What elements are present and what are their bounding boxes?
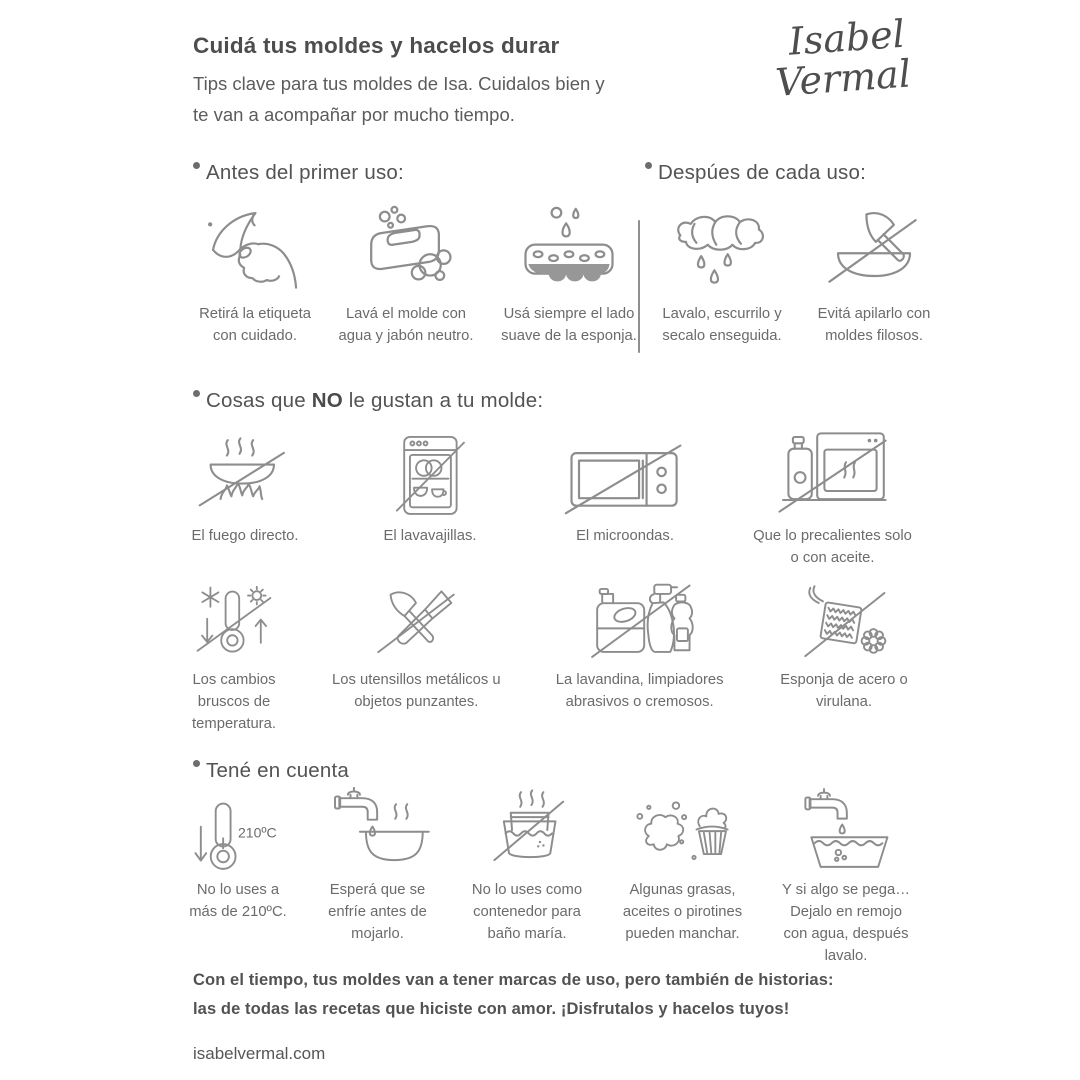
icon-box — [189, 432, 301, 518]
caption-line: Esponja de acero o — [780, 672, 908, 688]
tip-card — [180, 432, 310, 569]
caption-line: El lavavajillas. — [383, 528, 477, 544]
caption-line: baño maría. — [487, 926, 567, 942]
stains-warning-icon — [624, 795, 741, 873]
tip-card — [493, 198, 645, 347]
section-heading-dislikes — [193, 389, 543, 413]
caption-line: moldes filosos. — [825, 328, 923, 344]
caption-line: aceites o pirotines — [622, 904, 743, 920]
closing-message — [193, 966, 923, 1024]
caption-line: Lavá el molde con — [345, 306, 467, 322]
tip-card — [653, 198, 791, 347]
tip-caption — [192, 669, 276, 735]
tip-card — [459, 795, 595, 967]
caption-line: Dejalo en remojo — [790, 904, 902, 920]
caption-line: secalo enseguida. — [662, 328, 782, 344]
peel-label-icon — [196, 201, 314, 294]
icon-box — [791, 795, 901, 873]
wrung-cloth-icon — [665, 204, 779, 294]
tip-caption — [192, 525, 299, 547]
dislikes-row-2 — [180, 582, 920, 735]
tip-card — [545, 582, 735, 735]
icon-box — [511, 198, 627, 294]
no-microwave-icon — [564, 438, 686, 518]
max-temp-210-icon — [180, 797, 296, 873]
tip-card — [180, 795, 296, 967]
section-heading-text: Despúes de cada uso: — [658, 161, 866, 184]
subtitle-line: Tips clave para tus moldes de Isa. Cuidalos bien y — [193, 73, 605, 94]
brand-logo — [738, 8, 923, 113]
tip-card — [613, 795, 753, 967]
caption-line: lavalo. — [824, 948, 868, 964]
icon-box — [192, 582, 276, 662]
cool-before-wetting-icon — [322, 787, 434, 873]
section-heading-keep-in-mind — [193, 759, 349, 783]
keep-in-mind-row — [180, 795, 922, 967]
section-heading-text: Tené en cuenta — [206, 759, 349, 782]
tip-caption — [199, 303, 311, 347]
caption-line: agua y jabón neutro. — [338, 328, 474, 344]
no-metal-utensils-icon — [364, 584, 468, 662]
section-heading-before-first-use — [193, 161, 404, 185]
caption-line: o con aceite. — [790, 550, 875, 566]
dislikes-row-1 — [180, 432, 920, 569]
caption-line: Y si algo se pega… — [781, 882, 911, 898]
icon-box — [196, 198, 314, 294]
caption-line: bruscos de — [197, 694, 271, 710]
caption-line: abrasivos o cremosos. — [565, 694, 714, 710]
bullet-icon — [645, 162, 652, 169]
caption-line: La lavandina, limpiadores — [555, 672, 724, 688]
no-empty-preheat-icon — [774, 428, 891, 518]
caption-line: pueden manchar. — [625, 926, 740, 942]
caption-line: No lo uses a — [196, 882, 280, 898]
closing-line: Con el tiempo, tus moldes van a tener marcas de uso, pero también de historias: — [193, 971, 834, 989]
subtitle-line: te van a acompañar por mucho tiempo. — [193, 104, 515, 125]
icon-box — [817, 198, 931, 294]
no-dishwasher-icon — [389, 432, 471, 518]
website-url: isabelvermal.com — [193, 1044, 326, 1063]
caption-line: objetos punzantes. — [354, 694, 479, 710]
tip-card — [191, 198, 319, 347]
tip-caption — [339, 303, 474, 347]
no-steel-wool-icon — [789, 582, 899, 662]
caption-line: Usá siempre el lado — [503, 306, 635, 322]
no-sharp-molds-icon — [817, 204, 931, 294]
after-each-use-row — [653, 198, 943, 347]
tip-card — [768, 582, 920, 735]
caption-line: virulana. — [816, 694, 872, 710]
bullet-icon — [193, 760, 200, 767]
caption-line: con cuidado. — [213, 328, 297, 344]
tip-caption — [623, 879, 742, 945]
tip-caption — [384, 525, 477, 547]
caption-line: Evitá apilarlo con — [817, 306, 931, 322]
tip-card — [745, 432, 920, 569]
caption-line: contenedor para — [473, 904, 581, 920]
no-bain-marie-icon — [476, 787, 579, 873]
caption-line: mojarlo. — [351, 926, 404, 942]
tip-caption — [501, 303, 637, 347]
icon-box — [180, 795, 296, 873]
isabel-vermal-logo-icon — [738, 8, 923, 108]
section-heading-bold: NO — [311, 389, 343, 412]
tip-caption — [780, 669, 908, 713]
before-first-use-row — [191, 198, 645, 347]
icon-box — [389, 432, 471, 518]
tip-caption — [662, 303, 781, 347]
icon-box — [564, 432, 686, 518]
header — [193, 33, 753, 130]
section-heading-text: Cosas que — [206, 389, 312, 412]
no-direct-fire-icon — [189, 432, 301, 518]
soap-bar-icon — [348, 202, 464, 294]
soft-sponge-icon — [511, 202, 627, 294]
caption-line: El microondas. — [576, 528, 674, 544]
icon-box — [774, 432, 891, 518]
svg-text:Vermal: Vermal — [774, 51, 913, 105]
caption-line: Los utensillos metálicos u — [332, 672, 501, 688]
caption-line: Lavalo, escurrilo y — [662, 306, 782, 322]
svg-text:210ºC: 210ºC — [238, 824, 277, 841]
icon-box — [665, 198, 779, 294]
section-divider — [638, 220, 640, 353]
icon-box — [364, 582, 468, 662]
caption-line: temperatura. — [192, 716, 276, 732]
tip-card — [180, 582, 288, 735]
caption-line: No lo uses como — [471, 882, 583, 898]
icon-box — [624, 795, 741, 873]
tip-card — [314, 795, 442, 967]
caption-line: con agua, después — [783, 926, 909, 942]
icon-box — [476, 795, 579, 873]
tip-caption — [328, 879, 427, 945]
icon-box — [583, 582, 697, 662]
tip-card — [355, 432, 505, 569]
bullet-icon — [193, 390, 200, 397]
page-title: Cuidá tus moldes y hacelos durar — [193, 33, 560, 58]
tip-card — [770, 795, 922, 967]
tip-caption — [189, 879, 287, 923]
tip-caption — [782, 879, 910, 967]
tip-caption — [332, 669, 501, 713]
tip-caption — [753, 525, 912, 569]
icon-box — [348, 198, 464, 294]
tip-card — [321, 582, 511, 735]
section-heading-after-each-use — [645, 161, 866, 185]
no-thermal-shock-icon — [192, 582, 276, 662]
caption-line: más de 210ºC. — [189, 904, 287, 920]
tip-caption — [576, 525, 674, 547]
icon-box — [789, 582, 899, 662]
caption-line: Retirá la etiqueta — [199, 306, 311, 322]
caption-line: Algunas grasas, — [629, 882, 736, 898]
tip-card — [550, 432, 700, 569]
closing-line: las de todas las recetas que hiciste con amor. ¡Disfrutalos y hacelos tuyos! — [193, 1000, 790, 1018]
soak-in-water-icon — [791, 788, 901, 873]
caption-line: Que lo precalientes solo — [753, 528, 912, 544]
caption-line: El fuego directo. — [191, 528, 299, 544]
caption-line: Los cambios — [192, 672, 276, 688]
caption-line: enfríe antes de — [328, 904, 427, 920]
tip-caption — [818, 303, 931, 347]
section-heading-text: le gustan a tu molde: — [342, 389, 544, 412]
tip-caption — [472, 879, 582, 945]
no-bleach-cleaners-icon — [583, 578, 697, 662]
tip-caption — [556, 669, 724, 713]
bullet-icon — [193, 162, 200, 169]
svg-text:Isabel: Isabel — [787, 11, 907, 64]
section-heading-text: Antes del primer uso: — [206, 161, 404, 184]
caption-line: Esperá que se — [329, 882, 426, 898]
tip-card — [331, 198, 481, 347]
icon-box — [322, 795, 434, 873]
caption-line: suave de la esponja. — [501, 328, 637, 344]
tip-card — [805, 198, 943, 347]
